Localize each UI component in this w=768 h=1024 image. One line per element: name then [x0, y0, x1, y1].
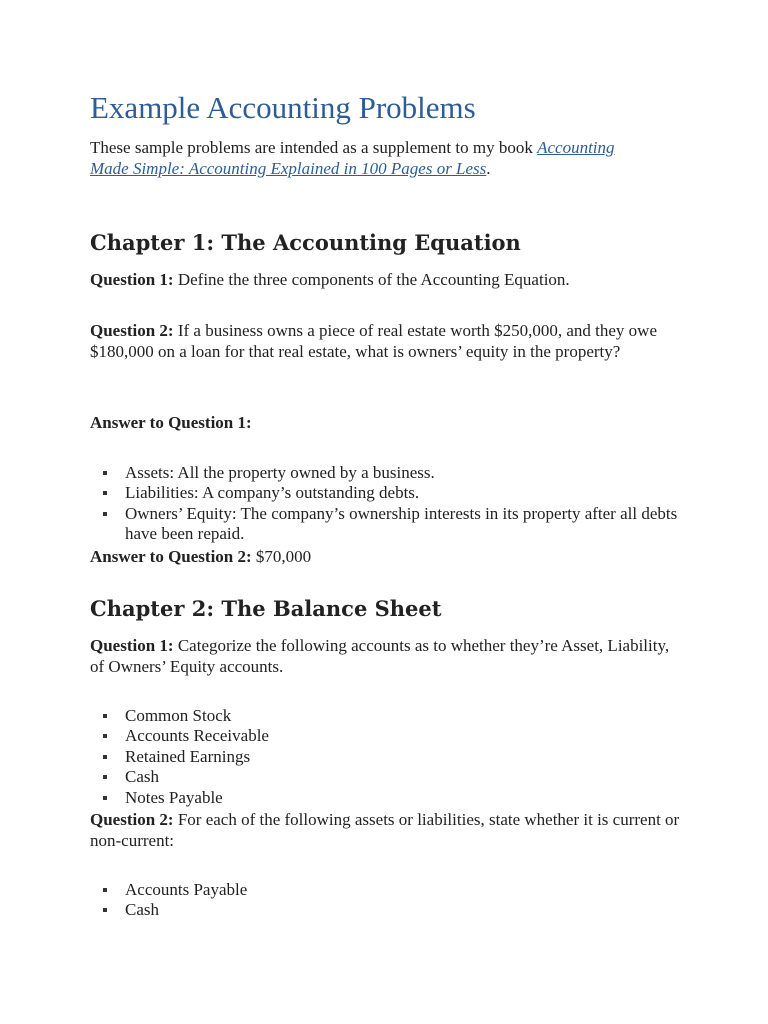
list-item: Owners’ Equity: The company’s ownership interests in its property after all debts have been repaid.	[90, 504, 680, 545]
bullet-icon	[103, 491, 107, 495]
bullet-icon	[103, 714, 107, 718]
ch1-q2-label: Question 2:	[90, 321, 174, 340]
bullet-icon	[103, 908, 107, 912]
ch1-q1-text: Define the three components of the Accounting Equation.	[173, 270, 570, 289]
ch2-question-1-list	[90, 706, 690, 808]
ch1-a2-text: $70,000	[251, 547, 312, 566]
list-item: Notes Payable	[90, 788, 690, 808]
chapter2-heading: Chapter 2: The Balance Sheet	[90, 596, 442, 621]
intro-end: .	[486, 159, 491, 178]
book-link[interactable]: Accounting Made Simple: Accounting Explained in 100 Pages or Less	[90, 138, 615, 178]
ch1-answer-2	[90, 546, 690, 567]
chapter1-heading: Chapter 1: The Accounting Equation	[90, 230, 521, 255]
bullet-icon	[103, 888, 107, 892]
ch1-q1-label: Question 1:	[90, 270, 174, 289]
ch1-q2-text: If a business owns a piece of real estate worth $250,000, and they owe $180,000 on a loan for that real estate, what is owners’ equity in the property?	[90, 321, 658, 361]
list-item: Cash	[90, 900, 690, 920]
ch2-q2-label: Question 2:	[90, 810, 174, 829]
intro-text: These sample problems are intended as a supplement to my book	[90, 138, 533, 157]
ch2-q1-label: Question 1:	[90, 636, 174, 655]
ch2-question-2-list	[90, 880, 690, 921]
intro-paragraph	[90, 137, 650, 179]
bullet-icon	[103, 755, 107, 759]
list-item: Liabilities: A company’s outstanding debts.	[90, 483, 680, 503]
list-item: Retained Earnings	[90, 747, 690, 767]
ch1-a1-label: Answer to Question 1:	[90, 413, 252, 432]
bullet-icon	[103, 512, 107, 516]
bullet-icon	[103, 471, 107, 475]
bullet-icon	[103, 734, 107, 738]
bullet-icon	[103, 796, 107, 800]
list-item: Accounts Receivable	[90, 726, 690, 746]
list-item: Accounts Payable	[90, 880, 690, 900]
ch2-question-1	[90, 635, 685, 677]
ch1-answer-1-list	[90, 463, 680, 545]
ch2-q1-text: Categorize the following accounts as to whether they’re Asset, Liability, of Owners’ Equity accounts.	[90, 636, 670, 676]
ch2-q2-text: For each of the following assets or liabilities, state whether it is current or non-current:	[90, 810, 680, 850]
ch1-answer-1	[90, 412, 690, 433]
ch1-question-2	[90, 320, 680, 362]
list-item: Cash	[90, 767, 690, 787]
list-item: Assets: All the property owned by a business.	[90, 463, 680, 483]
bullet-icon	[103, 775, 107, 779]
ch1-question-1	[90, 269, 690, 290]
ch1-a2-label: Answer to Question 2:	[90, 547, 252, 566]
ch2-question-2	[90, 809, 680, 851]
page-title: Example Accounting Problems	[90, 90, 476, 125]
list-item: Common Stock	[90, 706, 690, 726]
